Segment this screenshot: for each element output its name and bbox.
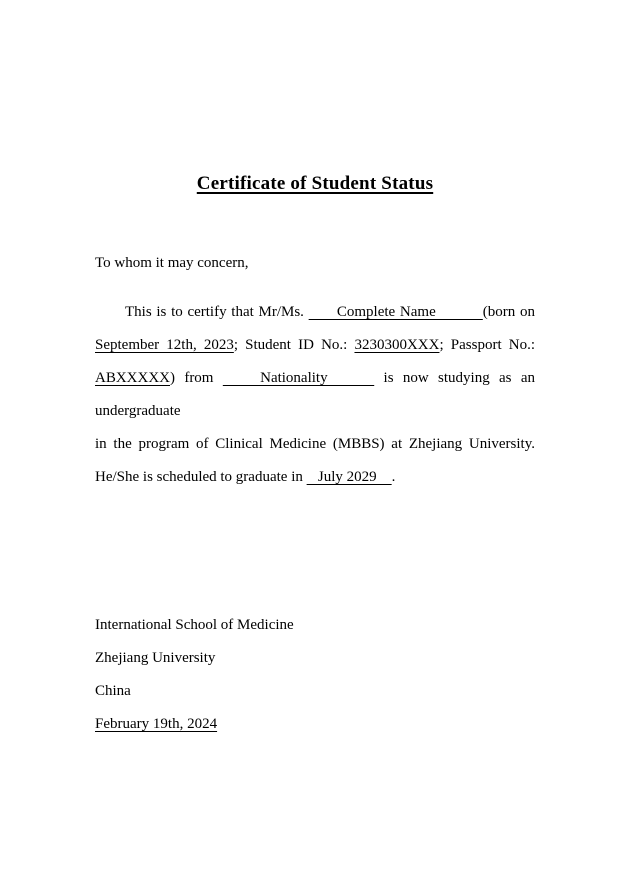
- document-content: [95, 170, 535, 741]
- body-line-2: [95, 329, 535, 362]
- body-line-1-suffix: (born on: [482, 304, 535, 320]
- birth-date-underlined: September 12th, 2023: [95, 337, 234, 353]
- complete-name-blank: Complete Name: [308, 304, 483, 320]
- passport-no-underlined: ABXXXXX: [95, 370, 170, 386]
- body-line-3-suffix: is now studying as an undergraduate: [95, 370, 535, 419]
- student-id-underlined: 3230300XXX: [354, 337, 440, 353]
- body-line-5-prefix: He/She is scheduled to graduate in: [95, 469, 307, 485]
- body-line-4: [95, 428, 535, 461]
- signature-university: Zhejiang University: [95, 650, 216, 666]
- body-line-4-text: in the program of Clinical Medicine (MBBS) at Zhejiang University.: [95, 436, 535, 452]
- document-title-text: Certificate of Student Status: [196, 173, 434, 194]
- signature-school: International School of Medicine: [95, 617, 294, 633]
- body-line-5-period: .: [391, 469, 396, 485]
- issue-date-underlined: February 19th, 2024: [95, 716, 218, 732]
- body-line-2-suffix: ; Passport No.:: [439, 337, 535, 353]
- salutation: To whom it may concern,: [95, 255, 249, 271]
- body-line-3-mid: ) from: [170, 370, 223, 386]
- body-line-3: [95, 362, 535, 428]
- nationality-blank: Nationality: [222, 370, 375, 386]
- signature-block: [95, 609, 535, 741]
- body-line-5: [95, 461, 535, 494]
- body-line-1: [95, 296, 535, 329]
- signature-issue-date: [95, 708, 535, 741]
- body-paragraph: [95, 296, 535, 494]
- body-line-2-mid: ; Student ID No.:: [233, 337, 355, 353]
- graduation-date-blank: July 2029: [306, 469, 392, 485]
- signature-country: China: [95, 683, 131, 699]
- body-line-1-prefix: This is to certify that Mr/Ms.: [125, 304, 309, 320]
- document-title: [95, 170, 535, 197]
